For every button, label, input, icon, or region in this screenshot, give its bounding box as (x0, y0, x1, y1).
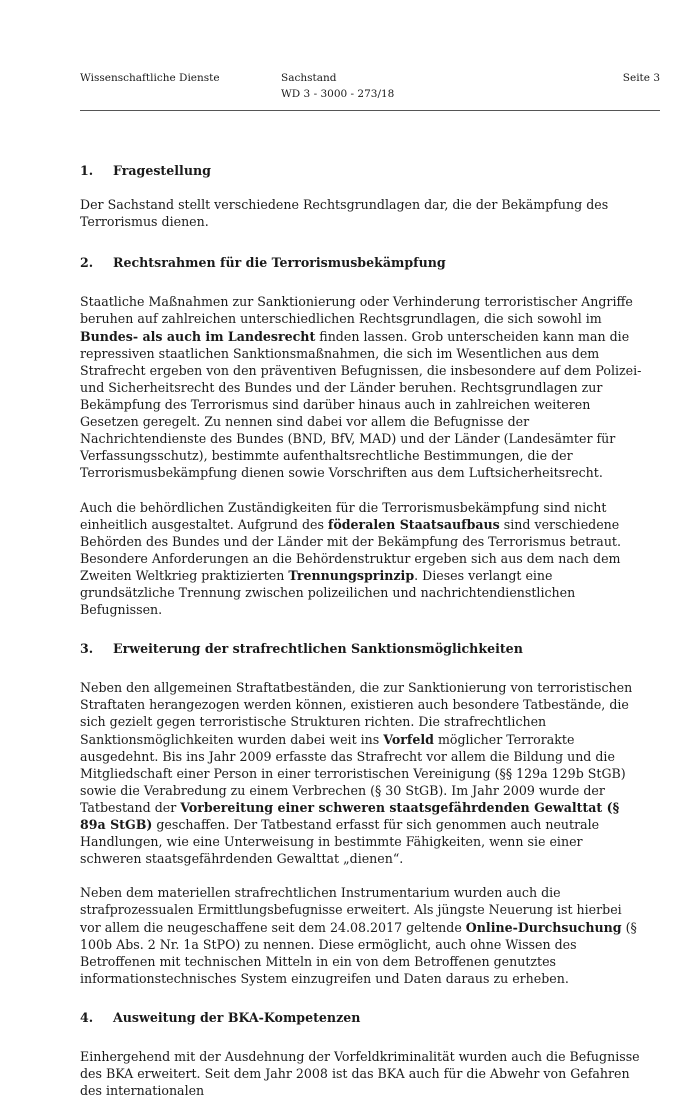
section-number: 2. (80, 255, 94, 271)
section-title: Erweiterung der strafrechtlichen Sanktionsmöglichkeiten (113, 641, 523, 657)
emphasis: Vorfeld (383, 731, 434, 747)
paragraph: Staatliche Maßnahmen zur Sanktionierung oder Verhinderung terroristischer Angriffe beruhen auf zahlreichen unterschiedlichen Rechtsgrundlagen, die sich sowohl im Bundes- als auch im Landesrecht finden lassen. Grob unterscheiden kann man die repressiven staatlichen Sanktionsmaßnahmen, die sich im Wesentlichen aus dem Strafrecht ergeben von den präventiven Befugnissen, die insbesondere auf dem Polizei- und Sicherheitsrecht des Bundes und der Länder beruhen. Rechtsgrundlagen zur Bekämpfung des Terrorismus sind darüber hinaus auch in zahlreichen weiteren Gesetzen geregelt. Zu nennen sind dabei vor allem die Befugnisse der Nachrichtendienste des Bundes (BND, BfV, MAD) und der Länder (Landesämter für Verfassungsschutz), bestimmte aufenthaltsrechtliche Bestimmungen, die der Terrorismusbekämpfung dienen sowie Vorschriften aus dem Luftsicherheitsrecht. (80, 294, 642, 481)
section-number: 3. (80, 641, 94, 657)
section-heading-1 (80, 162, 642, 179)
header-document-info (281, 70, 394, 102)
header-doc-number: WD 3 - 3000 - 273/18 (281, 88, 395, 100)
section-number: 1. (80, 163, 94, 178)
paragraph: Auch die behördlichen Zuständigkeiten für die Terrorismusbekämpfung sind nicht einheitlich ausgestaltet. Aufgrund des föderalen Staatsaufbaus sind verschiedene Behörden des Bundes und der Länder mit der Bekämpfung des Terrorismus betraut. Besondere Anforderungen an die Behördenstruktur ergeben sich aus dem nach dem Zweiten Weltkrieg praktizierten Trennungsprinzip. Dieses verlangt eine grundsätzliche Trennung zwischen polizeilichen und nachrichtendienstlichen Befugnissen. (80, 499, 621, 618)
paragraph: Neben den allgemeinen Straftatbeständen, die zur Sanktionierung von terroristischen Straftaten herangezogen werden können, existieren auch besondere Tatbestände, die sich gezielt gegen terroristische Strukturen richten. Die strafrechtlichen Sanktionsmöglichkeiten wurden dabei weit ins Vorfeld möglicher Terrorakte ausgedehnt. Bis ins Jahr 2009 erfasste das Strafrecht vor allem die Bildung und die Mitgliedschaft einer Person in einer terroristischen Vereinigung (§§ 129a 129b StGB) sowie die Verabredung zu einem Verbrechen (§ 30 StGB). Im Jahr 2009 wurde der Tatbestand der Vorbereitung einer schweren staatsgefährdenden Gewalttat (§ 89a StGB) geschaffen. Der Tatbestand erfasst für sich genommen auch neutrale Handlungen, wie eine Unterweisung in bestimmte Fähigkeiten, wenn sie einer schweren staatsgefährdenden Gewalttat „dienen“. (80, 680, 633, 867)
section-title: Ausweitung der BKA-Kompetenzen (113, 1009, 361, 1025)
section-heading-3 (80, 640, 642, 657)
emphasis: Bundes- als auch im Landesrecht (80, 328, 316, 344)
emphasis: föderalen Staatsaufbaus (327, 516, 500, 532)
page-header (80, 70, 660, 110)
header-page-number: Seite 3 (622, 72, 660, 84)
emphasis: Trennungsprinzip (288, 567, 415, 583)
header-department: Wissenschaftliche Dienste (80, 72, 220, 84)
paragraph: Der Sachstand stellt verschiedene Rechtsgrundlagen dar, die der Bekämpfung des Terrorismus dienen. (80, 197, 609, 230)
paragraph: Neben dem materiellen strafrechtlichen Instrumentarium wurden auch die strafprozessualen Ermittlungsbefugnisse erweitert. Als jüngste Neuerung ist hierbei vor allem die neugeschaffene seit dem 24.08.2017 geltende Online-Durchsuchung (§ 100b Abs. 2 Nr. 1a StPO) zu nennen. Diese ermöglicht, auch ohne Wissen des Betroffenen mit technischen Mitteln in ein von dem Betroffenen genutztes informationstechnisches System einzugreifen und Daten daraus zu erheben. (80, 885, 637, 986)
header-doc-type: Sachstand (281, 72, 337, 84)
section-heading-2 (80, 254, 642, 271)
section-number: 4. (80, 1009, 94, 1025)
section-title: Fragestellung (113, 163, 211, 178)
header-divider (80, 110, 660, 111)
document-body (80, 162, 642, 1116)
paragraph: Einhergehend mit der Ausdehnung der Vorfeldkriminalität wurden auch die Befugnisse des BKA erweitert. Seit dem Jahr 2008 ist das BKA auch für die Abwehr von Gefahren des internationalen (80, 1049, 640, 1099)
section-heading-4 (80, 1009, 642, 1026)
emphasis: Vorbereitung einer schweren staatsgefährdenden Gewalttat (§ 89a StGB) (80, 799, 620, 832)
section-title: Rechtsrahmen für die Terrorismusbekämpfung (113, 255, 446, 271)
emphasis: Online-Durchsuchung (465, 919, 622, 935)
